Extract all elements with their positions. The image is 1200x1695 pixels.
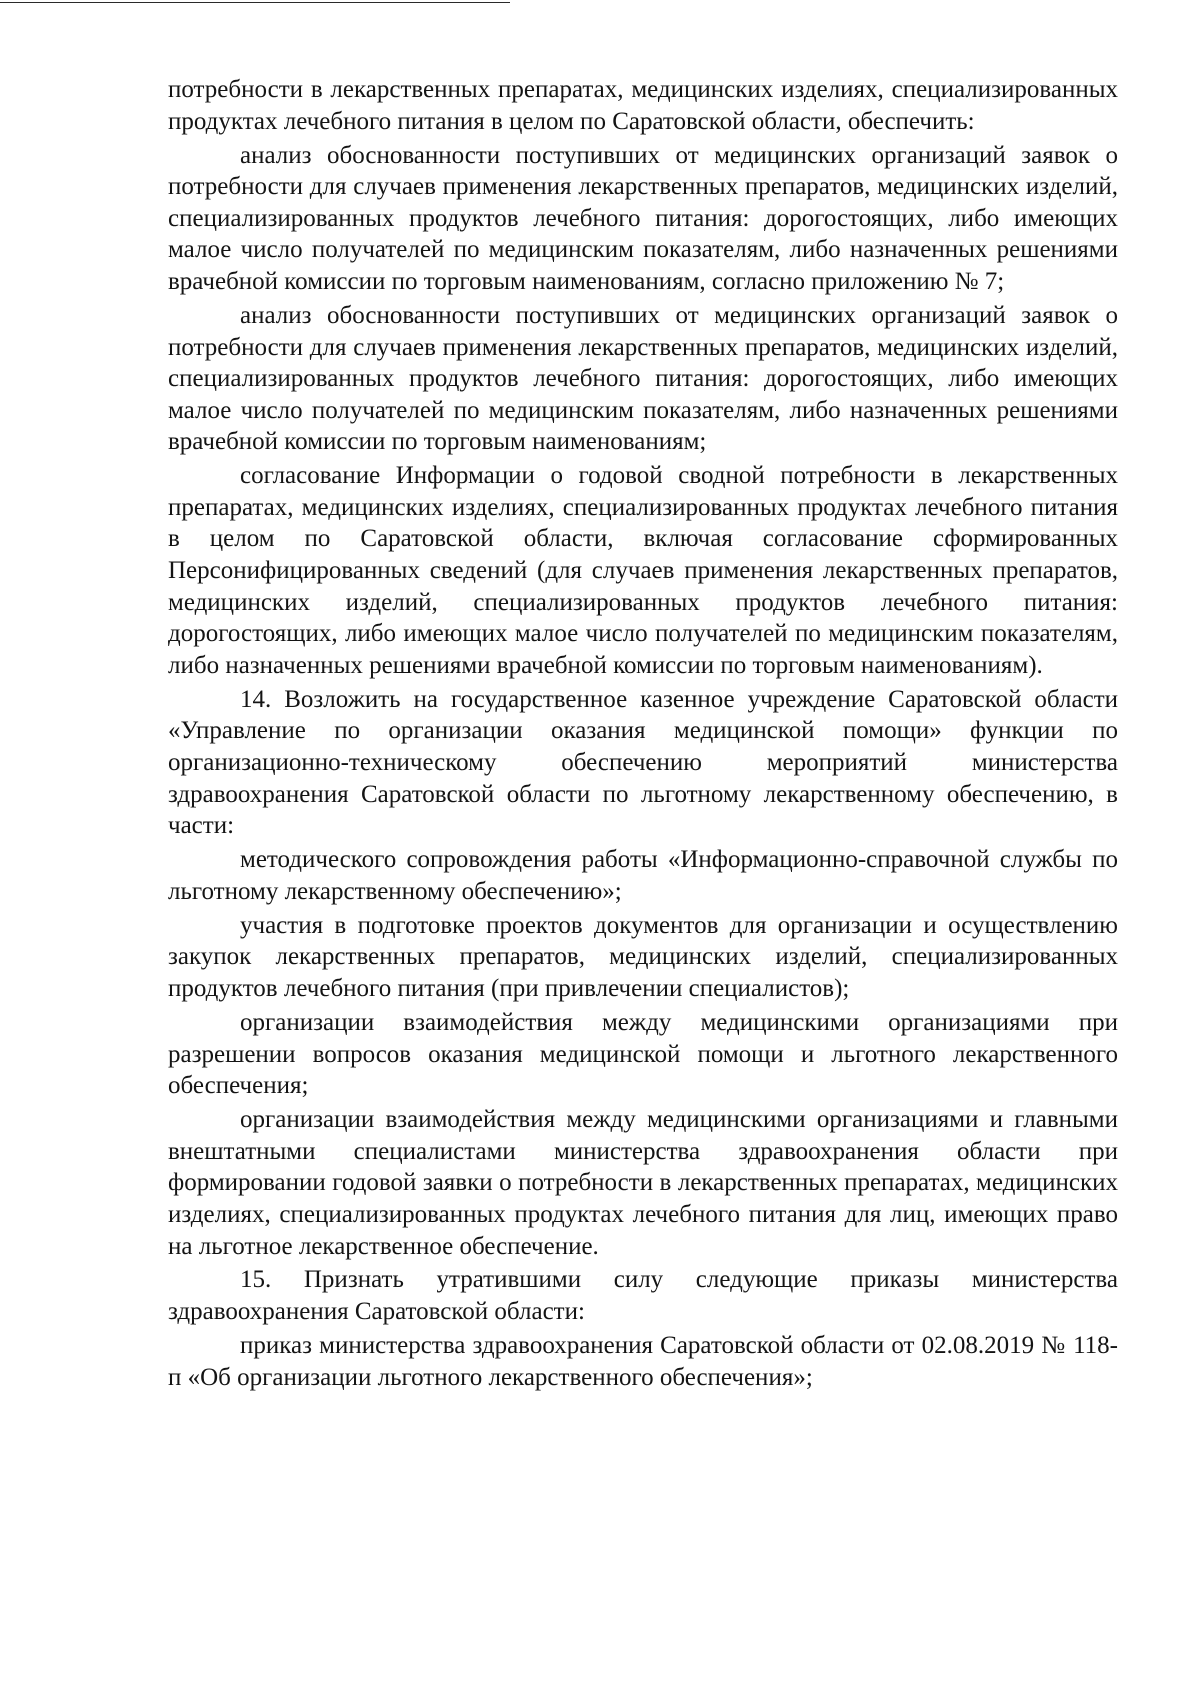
- paragraph-item-15: 15. Признать утратившими силу следующие приказы министерства здравоохранения Саратовской области:: [168, 1266, 1118, 1326]
- paragraph-continuation: потребности в лекарственных препаратах, медицинских изделиях, специализированных продуктах лечебного питания в целом по Саратовской области, обеспечить:: [168, 76, 1118, 135]
- paragraph-order-reference: приказ министерства здравоохранения Саратовской области от 02.08.2019 № 118-п «Об организации льготного лекарственного обеспечения»;: [168, 1332, 1118, 1391]
- paragraph-approval: согласование Информации о годовой сводной потребности в лекарственных препаратах, медицинских изделиях, специализированных продуктах лечебного питания в целом по Саратовской области, включая согласование сформированных Персонифицированных сведений (для случаев применения лекарственных препаратов, медицинских изделий, специализированных продуктов лечебного питания: дорогостоящих, либо имеющих малое число получателей по медицинским показателям, либо назначенных решениями врачебной комиссии по торговым наименованиям).: [168, 462, 1118, 679]
- paragraph-interaction-2: организации взаимодействия между медицинскими организациями и главными внештатными специалистами министерства здравоохранения области при формировании годовой заявки о потребности в лекарственных препаратах, медицинских изделиях, специализированных продуктах лечебного питания для лиц, имеющих право на льготное лекарственное обеспечение.: [168, 1106, 1118, 1260]
- header-rule: [0, 2, 510, 3]
- paragraph-methodical-support: методического сопровождения работы «Информационно-справочной службы по льготному лекарственному обеспечению»;: [168, 846, 1118, 905]
- paragraph-analysis-1: анализ обоснованности поступивших от медицинских организаций заявок о потребности для случаев применения лекарственных препаратов, медицинских изделий, специализированных продуктов лечебного питания: дорогостоящих, либо имеющих малое число получателей по медицинским показателям, либо назначенных решениями врачебной комиссии по торговым наименованиям, согласно приложению № 7;: [168, 141, 1118, 295]
- paragraph-participation: участия в подготовке проектов документов для организации и осуществлению закупок лекарственных препаратов, медицинских изделий, специализированных продуктов лечебного питания (при привлечении специалистов);: [168, 911, 1118, 1002]
- paragraph-analysis-2: анализ обоснованности поступивших от медицинских организаций заявок о потребности для случаев применения лекарственных препаратов, медицинских изделий, специализированных продуктов лечебного питания: дорогостоящих, либо имеющих малое число получателей по медицинским показателям, либо назначенных решениями врачебной комиссии по торговым наименованиям;: [168, 301, 1118, 456]
- document-body: [168, 74, 1118, 1396]
- paragraph-interaction-1: организации взаимодействия между медицинскими организациями при разрешении вопросов оказания медицинской помощи и льготного лекарственного обеспечения;: [168, 1008, 1118, 1100]
- paragraph-item-14: 14. Возложить на государственное казенное учреждение Саратовской области «Управление по организации оказания медицинской помощи» функции по организационно-техническому обеспечению мероприятий министерства здравоохранения Саратовской области по льготному лекарственному обеспечению, в части:: [168, 685, 1118, 840]
